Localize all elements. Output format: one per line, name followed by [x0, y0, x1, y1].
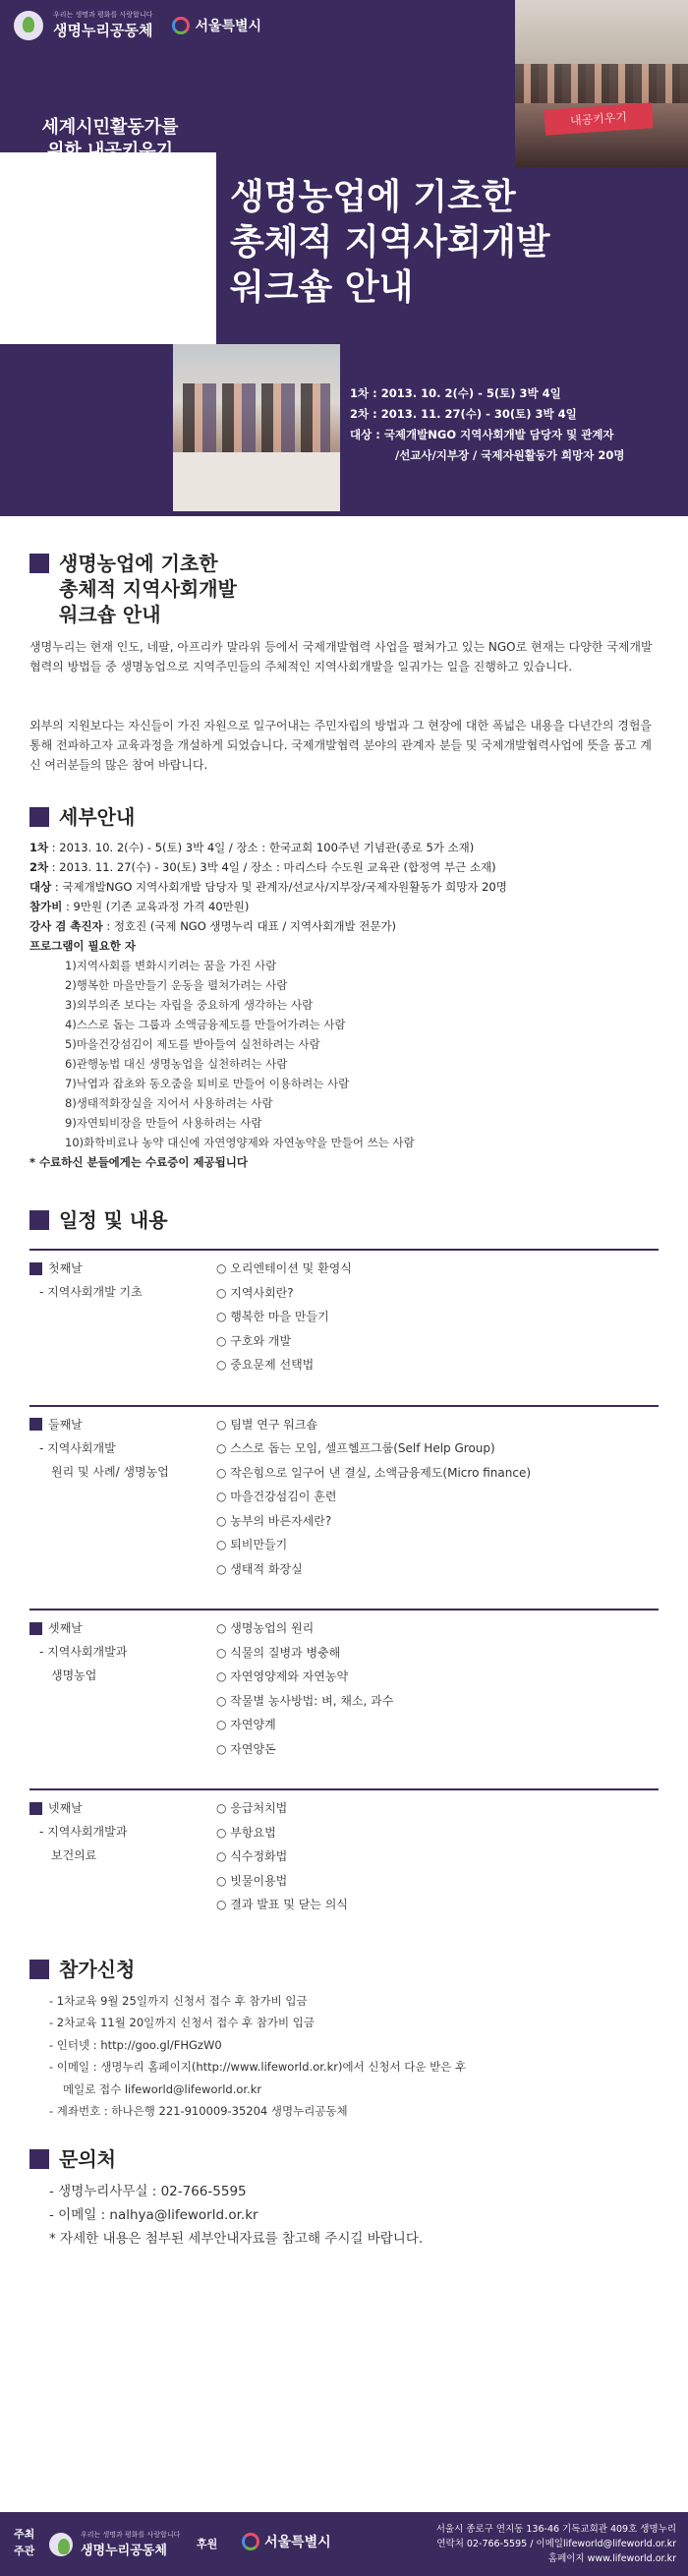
- list-item: 1)지역사회를 변화시키려는 꿈을 가진 사람: [65, 959, 277, 972]
- list-item: ○ 팀별 연구 워크숍: [216, 1413, 531, 1437]
- detail-row: 강사 겸 촉진자 : 정호진 (국제 NGO 생명누리 대표 / 지역사회개발 전문가): [29, 919, 397, 933]
- list-item: ○ 퇴비만들기: [216, 1533, 531, 1557]
- section-square-icon: [29, 2149, 49, 2169]
- needed-list: [65, 956, 659, 1152]
- list-item: 메일로 접수 lifeworld@lifeworld.or.kr: [63, 2081, 262, 2096]
- seoul-logo: [172, 16, 261, 35]
- list-item: ○ 식물의 질병과 병충해: [216, 1641, 393, 1666]
- lifeworld-logo-icon: [14, 11, 43, 40]
- list-item: ○ 응급처치법: [216, 1796, 348, 1821]
- list-item: ○ 지역사회란?: [216, 1281, 352, 1306]
- intro-paragraph-1: 생명누리는 현재 인도, 네팔, 아프리카 말라위 등에서 국제개발협력 사업을 펼쳐가고 있는 NGO로 현재는 다양한 국제개발협력의 방법들 중 생명농업으로 지역주민들의 주체적인 지역사회개발을 일궈가는 일을 진행하고 있습니다.: [29, 640, 653, 673]
- section-square-icon: [29, 1960, 49, 1979]
- section-square-icon: [29, 554, 49, 573]
- details-heading: 세부안내: [29, 804, 659, 830]
- detail-row: 1차 : 2013. 10. 2(수) - 5(토) 3박 4일 / 장소 : 한국교회 100주년 기념관(종로 5가 소재): [29, 841, 475, 854]
- list-item: 3)외부의존 보다는 자립을 중요하게 생각하는 사람: [65, 998, 314, 1012]
- seoul-emblem-icon: [172, 17, 190, 34]
- list-item: ○ 작물별 농사방법: 벼, 채소, 과수: [216, 1689, 393, 1714]
- list-item: ○ 결과 발표 및 닫는 의식: [216, 1893, 348, 1917]
- schedule-day: 둘째날 - 지역사회개발 원리 및 사례/ 생명농업 ○ 팀별 연구 워크숍 ○ 스스로 돕는 모임, 셀프헬프그룹(Self Help Group) ○ 작은힘으로 일구어 낸 결실, 소액금융제도(Micro finance) ○ 마을건강섬김이 훈련 ○ 농부의 바른자세란? ○ 퇴비만들기 ○ 생태적 화장실: [29, 1405, 659, 1582]
- apply-section: [29, 1957, 659, 2123]
- list-item: ○ 농부의 바른자세란?: [216, 1509, 531, 1534]
- org-name: 생명누리공동체: [53, 22, 153, 39]
- workshop-photo: [173, 344, 340, 511]
- hero-schedule-info: 1차 : 2013. 10. 2(수) - 5(토) 3박 4일 2차 : 2013. 11. 27(수) - 30(토) 3박 4일 대상 : 국제개발NGO 지역사회개발 담당자 및 관계자 /선교사/지부장 / 국제자원활동가 희망자 20명: [350, 386, 625, 462]
- list-item: 10)화학비료나 농약 대신에 자연영양제와 자연농약을 만들어 쓰는 사람: [65, 1136, 415, 1149]
- list-item: ○ 행복한 마을 만들기: [216, 1305, 352, 1329]
- list-item: - 이메일 : 생명누리 홈페이지(http://www.lifeworld.or.kr)에서 신청서 다운 받은 후: [49, 2060, 467, 2074]
- list-item: 7)낙엽과 잡초와 동오줌을 퇴비로 만들어 이용하려는 사람: [65, 1077, 350, 1090]
- list-item: ○ 부항요법: [216, 1821, 348, 1845]
- certificate-note: * 수료하신 분들에게는 수료증이 제공됩니다: [29, 1155, 248, 1169]
- list-item: - 1차교육 9월 25일까지 신청서 접수 후 참가비 입금: [49, 1993, 308, 2008]
- footer-address: 서울시 종로구 연지동 136-46 기독교회관 409호 생명누리 연락처 02-766-5595 / 이메일lifeworld@lifeworld.or.kr 홈페이지 www.lifeworld.or.kr: [435, 2524, 676, 2564]
- section-square-icon: [29, 1210, 49, 1230]
- list-item: 9)자연퇴비장을 만들어 사용하려는 사람: [65, 1116, 262, 1130]
- list-item: ○ 오리엔테이션 및 환영식: [216, 1257, 352, 1281]
- detail-row: 2차 : 2013. 11. 27(수) - 30(토) 3박 4일 / 장소 : 마리스타 수도원 교육관 (합정역 부근 소재): [29, 860, 496, 874]
- list-item[interactable]: - 인터넷 : http://goo.gl/FHGzW0: [49, 2037, 222, 2052]
- schedule-heading: 일정 및 내용: [29, 1207, 659, 1233]
- lifeworld-logo-icon: [49, 2533, 73, 2556]
- list-item: ○ 자연양돈: [216, 1737, 393, 1762]
- day-items: [216, 1610, 393, 1761]
- list-item: ○ 마을건강섬김이 훈련: [216, 1485, 531, 1509]
- day-items: [216, 1251, 352, 1377]
- content: [29, 516, 659, 2251]
- footer-seoul-logo: 서울특별시: [242, 2532, 331, 2551]
- list-item: - 2차교육 11월 20일까지 신청서 접수 후 참가비 입금: [49, 2016, 315, 2029]
- hero-subtitle: 세계시민활동가를 위한 내공키우기: [41, 117, 179, 161]
- intro-heading: 생명농업에 기초한 총체적 지역사회개발 워크숍 안내: [29, 551, 659, 627]
- details-rows: [29, 838, 659, 956]
- sponsor-label: 후원: [197, 2538, 218, 2550]
- list-item: ○ 자연영양제와 자연농약: [216, 1665, 393, 1689]
- list-item: 2)행복한 마을만들기 운동을 펼쳐가려는 사람: [65, 978, 288, 992]
- header-logos: [14, 10, 261, 40]
- list-item: 8)생태적화장실을 지어서 사용하려는 사람: [65, 1096, 273, 1110]
- footer-org-logo: 우리는 생명과 평화를 사랑합니다 생명누리공동체: [49, 2530, 180, 2558]
- list-item: 6)관행농법 대신 생명농업을 실천하려는 사람: [65, 1057, 288, 1071]
- footer-labels: 주최 주관: [14, 2528, 35, 2557]
- schedule-day: 첫째날 - 지역사회개발 기초 ○ 오리엔테이션 및 환영식 ○ 지역사회란? ○ 행복한 마을 만들기 ○ 구호와 개발 ○ 중요문제 선택법: [29, 1249, 659, 1377]
- list-item: ○ 작은힘으로 일구어 낸 결실, 소액금융제도(Micro finance): [216, 1461, 531, 1486]
- schedule-day: 셋째날 - 지역사회개발과 생명농업 ○ 생명농업의 원리 ○ 식물의 질병과 병충해 ○ 자연영양제와 자연농약 ○ 작물별 농사방법: 벼, 채소, 과수 ○ 자연양계 ○ 자연양돈: [29, 1609, 659, 1761]
- day-icon: [29, 1622, 42, 1635]
- apply-lines: [29, 1990, 659, 2123]
- apply-heading: 참가신청: [29, 1957, 659, 1982]
- org-tagline: 우리는 생명과 평화를 사랑합니다: [53, 11, 153, 19]
- list-item: 4)스스로 돕는 그룹과 소액금융제도를 만들어가려는 사람: [65, 1018, 346, 1031]
- intro-paragraph-2: 외부의 지원보다는 자신들이 가진 자원으로 일구어내는 주민자립의 방법과 그 현장에 대한 폭넓은 내용을 다년간의 경험을 통해 전파하고자 교육과정을 개설하게 되었습니다. 국제개발협력 분야의 관계자 분들 및 국제개발협력사업에 뜻을 품고 계신 여러분들의 많은 참여 바랍니다.: [29, 719, 653, 772]
- list-item: ○ 식수정화법: [216, 1844, 348, 1869]
- details-section: [29, 804, 659, 1170]
- day-icon: [29, 1802, 42, 1815]
- list-item: ○ 빗물이용법: [216, 1869, 348, 1894]
- day-icon: [29, 1262, 42, 1275]
- list-item: ○ 생태적 화장실: [216, 1557, 531, 1582]
- list-item: ○ 스스로 돕는 모임, 셀프헬프그룹(Self Help Group): [216, 1436, 531, 1461]
- photo-banner-text: 내공키우기: [544, 102, 654, 136]
- footer: [0, 2512, 688, 2576]
- contact-email[interactable]: - 이메일 : nalhya@lifeworld.or.kr: [49, 2206, 258, 2223]
- list-item: ○ 생명농업의 원리: [216, 1616, 393, 1641]
- hero-title: 생명농업에 기초한 총체적 지역사회개발 워크숍 안내: [230, 177, 550, 308]
- day-icon: [29, 1418, 42, 1431]
- group-photo: [515, 0, 688, 167]
- section-square-icon: [29, 807, 49, 827]
- intro-section: [29, 551, 659, 775]
- contact-section: [29, 2146, 659, 2251]
- list-item: - 계좌번호 : 하나은행 221-910009-35204 생명누리공동체: [49, 2104, 348, 2118]
- schedule-section: [29, 1207, 659, 1917]
- hero-banner: [0, 0, 688, 516]
- contact-phone: - 생명누리사무실 : 02-766-5595: [49, 2183, 247, 2199]
- contact-lines: [29, 2180, 659, 2251]
- day-items: [216, 1790, 348, 1917]
- seoul-name: 서울특별시: [195, 18, 262, 34]
- list-item: ○ 중요문제 선택법: [216, 1353, 352, 1377]
- detail-row: 대상 : 국제개발NGO 지역사회개발 담당자 및 관계자/선교사/지부장/국제자원활동가 희망자 20명: [29, 880, 507, 894]
- seoul-emblem-icon: [242, 2533, 259, 2550]
- list-item: ○ 구호와 개발: [216, 1329, 352, 1354]
- contact-heading: 문의처: [29, 2146, 659, 2172]
- needed-label: 프로그램이 필요한 자: [29, 939, 136, 953]
- list-item: ○ 자연양계: [216, 1713, 393, 1737]
- contact-note: * 자세한 내용은 첨부된 세부안내자료를 참고해 주시길 바랍니다.: [49, 2230, 424, 2247]
- list-item: 5)마을건강섬김이 제도를 받아들여 실천하려는 사람: [65, 1037, 320, 1051]
- schedule-day: 넷째날 - 지역사회개발과 보건의료 ○ 응급처치법 ○ 부항요법 ○ 식수정화법 ○ 빗물이용법 ○ 결과 발표 및 닫는 의식: [29, 1788, 659, 1917]
- day-items: [216, 1407, 531, 1582]
- detail-row: 참가비 : 9만원 (기존 교육과정 가격 40만원): [29, 900, 250, 913]
